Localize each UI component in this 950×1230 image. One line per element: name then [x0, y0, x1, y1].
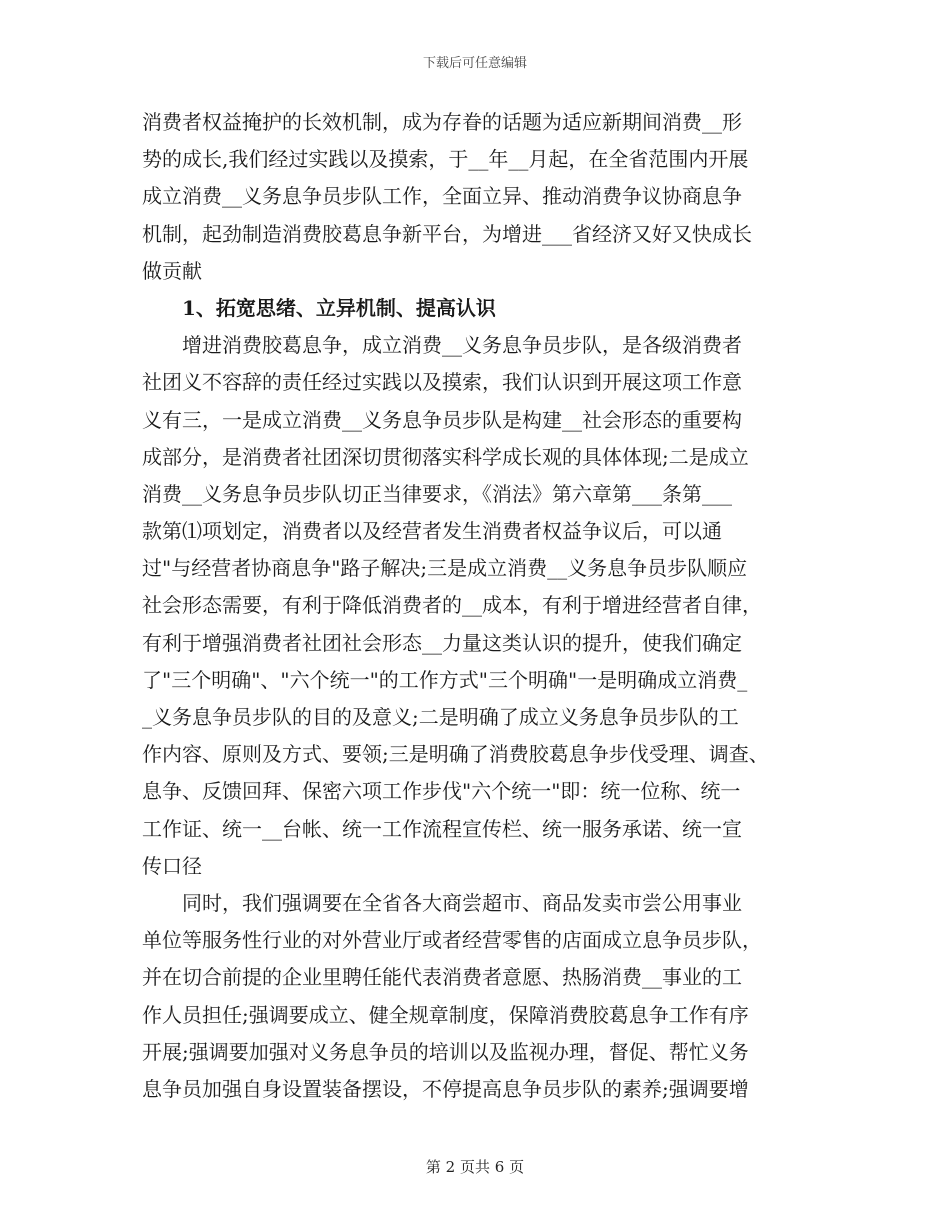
body-line: 开展;强调要加强对义务息争员的培训以及监视办理，督促、帮忙义务	[142, 1039, 749, 1064]
body-line: 了"三个明确"、"六个统一"的工作方式"三个明确"一是明确成立消费_	[142, 667, 748, 692]
body-line: 消费者权益掩护的长效机制，成为存眷的话题为适应新期间消费__形	[142, 110, 742, 134]
body-line: 增进消费胶葛息争，成立消费__义务息争员步队，是各级消费者	[142, 333, 742, 358]
body-line: 工作证、统一__台帐、统一工作流程宣传栏、统一服务承诺、统一宣	[142, 816, 742, 841]
body-line: 单位等服务性行业的对外营业厅或者经营零售的店面成立息争员步队，	[142, 928, 762, 953]
body-line: 机制，起劲制造消费胶葛息争新平台，为增进___省经济又好又快成长	[142, 221, 752, 246]
body-line: 做贡献	[142, 258, 202, 283]
page-header: 下载后可任意编辑	[422, 56, 527, 71]
body-line: 成部分，是消费者社团深切贯彻落实科学成长观的具体体现;二是成立	[142, 444, 749, 469]
section-heading: 1、拓宽思绪、立异机制、提高认识	[142, 295, 496, 320]
body-line: 消费__义务息争员步队切正当律要求，《消法》第六章第___条第___	[142, 481, 732, 506]
body-line: 息争员加强自身设置装备摆设，不停提高息争员步队的素养;强调要增	[142, 1076, 749, 1101]
body-line: 作人员担任;强调要成立、健全规章制度，保障消费胶葛息争工作有序	[142, 1002, 749, 1027]
body-line: 社团义不容辞的责任经过实践以及摸索，我们认识到开展这项工作意	[142, 370, 742, 395]
body-line: 势的成长,我们经过实践以及摸索，于__年__月起，在全省范围内开展	[142, 147, 749, 172]
body-line: 社会形态需要，有利于降低消费者的__成本，有利于增进经营者自律，	[142, 593, 762, 618]
body-line: 过"与经营者协商息争"路子解决;三是成立消费__义务息争员步队顺应	[142, 556, 748, 581]
body-line: 传口径	[142, 853, 202, 878]
body-line: 有利于增强消费者社团社会形态__力量这类认识的提升，使我们确定	[142, 630, 742, 655]
body-line: 作内容、原则及方式、要领;三是明确了消费胶葛息争步伐受理、调查、	[142, 742, 769, 767]
body-line: 同时，我们强调要在全省各大商尝超市、商品发卖市尝公用事业	[142, 890, 742, 915]
body-line: _义务息争员步队的目的及意义;二是明确了成立义务息争员步队的工	[142, 705, 739, 729]
body-line: 并在切合前提的企业里聘任能代表消费者意愿、热肠消费__事业的工	[142, 965, 742, 990]
page-footer: 第 2 页共 6 页	[425, 1158, 525, 1176]
body-line: 成立消费__义务息争员步队工作，全面立异、推动消费争议协商息争	[142, 184, 742, 209]
document-body	[142, 104, 832, 1108]
body-line: 义有三，一是成立消费__义务息争员步队是构建__社会形态的重要构	[142, 407, 742, 432]
body-line: 款第⑴项划定，消费者以及经营者发生消费者权益争议后，可以通	[142, 519, 722, 544]
body-line: 息争、反馈回拜、保密六项工作步伐"六个统一"即：统一位称、统一	[142, 779, 741, 804]
